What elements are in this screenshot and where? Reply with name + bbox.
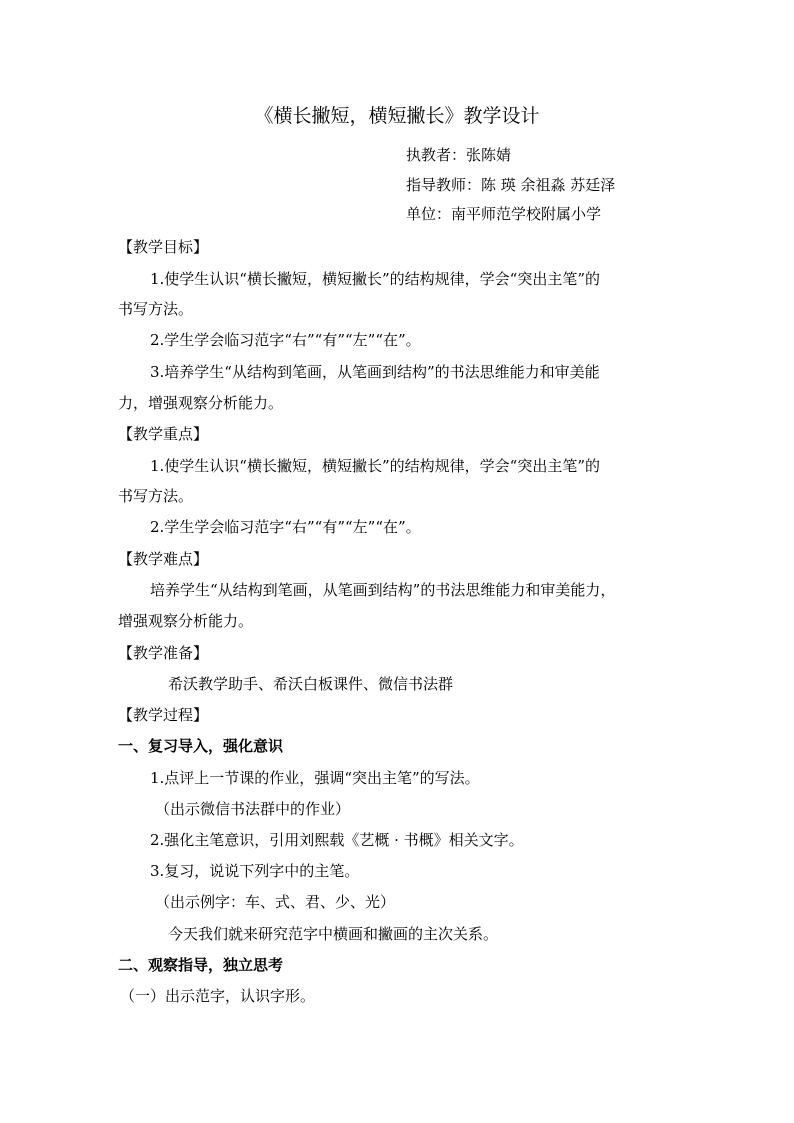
process-heading: 【教学过程】 — [118, 706, 209, 724]
process-item-1-note: （出示微信书法群中的作业） — [155, 800, 351, 818]
process-item-1: 1.点评上一节课的作业，强调“突出主笔”的写法。 — [150, 769, 480, 787]
preparation-text: 希沃教学助手、希沃白板课件、微信书法群 — [168, 675, 454, 693]
key-point-2: 2.学生学会临习范字“右”“有”“左”“在”。 — [150, 518, 421, 536]
difficulties-heading: 【教学难点】 — [118, 550, 209, 568]
process-item-3: 3.复习，说说下列字中的主笔。 — [150, 862, 360, 880]
preparation-heading: 【教学准备】 — [118, 644, 209, 662]
part-2-title: 二、观察指导，独立思考 — [118, 956, 284, 974]
process-item-3-note: （出示例字：车、式、君、少、光） — [155, 893, 396, 911]
key-point-1-line-1: 1.使学生认识“横长撇短，横短撇长”的结构规律，学会“突出主笔”的 — [150, 457, 600, 475]
key-points-heading: 【教学重点】 — [118, 425, 209, 443]
unit-line: 单位：南平师范学校附属小学 — [406, 205, 602, 223]
goal-2: 2.学生学会临习范字“右”“有”“左”“在”。 — [150, 331, 421, 349]
goal-3-line-2: 力，增强观察分析能力。 — [118, 394, 284, 412]
part-1-title: 一、复习导入，强化意识 — [118, 737, 284, 755]
author-line: 执教者：张陈婧 — [406, 146, 512, 164]
document-title: 《横长撇短，横短撇长》教学设计 — [254, 105, 540, 127]
process-item-4: 今天我们就来研究范字中横画和撇画的主次关系。 — [168, 925, 499, 943]
difficulty-line-2: 增强观察分析能力。 — [118, 612, 254, 630]
advisors-line: 指导教师：陈 瑛 余祖淼 苏廷泽 — [406, 176, 616, 194]
goal-1-line-1: 1.使学生认识“横长撇短，横短撇长”的结构规律，学会“突出主笔”的 — [150, 270, 600, 288]
sub-section-1: （一）出示范字，认识字形。 — [120, 987, 316, 1005]
key-point-1-line-2: 书写方法。 — [118, 487, 194, 505]
goal-3-line-1: 3.培养学生“从结构到笔画，从笔画到结构”的书法思维能力和审美能 — [150, 363, 600, 381]
difficulty-line-1: 培养学生“从结构到笔画，从笔画到结构”的书法思维能力和审美能力， — [150, 581, 616, 599]
goals-heading: 【教学目标】 — [118, 238, 209, 256]
goal-1-line-2: 书写方法。 — [118, 300, 194, 318]
process-item-2: 2.强化主笔意识，引用刘熙载《艺概 · 书概》相关文字。 — [150, 831, 524, 849]
